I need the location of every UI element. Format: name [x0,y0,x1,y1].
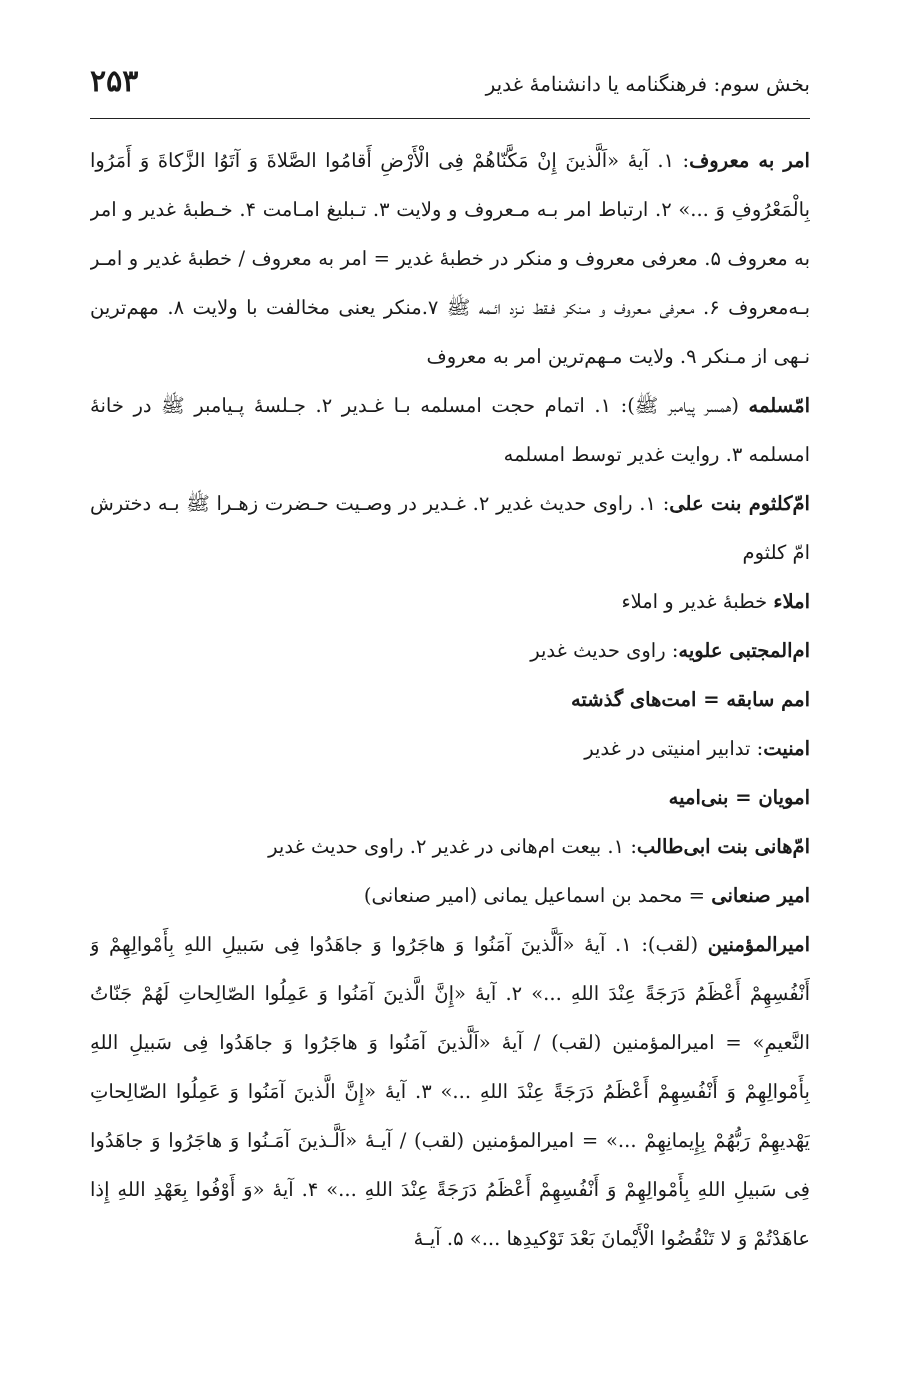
entry-text: = امت‌های گذشته [570,688,727,711]
entry-text: = محمد بن اسماعیل یمانی (امیر صنعانی) [363,884,712,907]
entry-heading: امّسلمه [748,394,810,417]
page-body [90,136,810,1350]
entry-text: : ۱. راوی حدیث غدیر ۲. غـدیر در وصـیت حـضرت زهـرا ﷺ بـه دخترش امّ کلثوم [90,492,810,564]
running-header-title: بخش سوم: فرهنگنامه یا دانشنامۀ غدیر [485,72,810,96]
entry-umm-al-mujtaba [90,626,810,675]
entry-heading: امّ‌کلثوم بنت علی [669,492,810,515]
entry-umm-kulthum [90,479,810,577]
page-number: ۲۵۳ [90,64,139,99]
entry-heading: امیر صنعانی [711,884,810,907]
entry-text: (همسر پیامبر ﷺ): ۱. اتمام حجت امسلمه بـا غـدیر ۲. جـلسۀ پـیامبر ﷺ در خانۀ امسلمه ۳. روایت غدیر توسط امسلمه [90,394,810,466]
entry-umm-salama [90,381,810,479]
entry-heading: ام‌المجتبی علویه [678,639,810,662]
entry-amniyat [90,724,810,773]
entry-heading: امیرالمؤمنین [707,933,810,956]
entry-amir-al-muminin [90,920,810,1263]
entry-heading: امّ‌هانی بنت ابی‌طالب [636,835,810,858]
entry-umayyads [90,773,810,822]
entry-text: = بنی‌امیه [668,786,759,809]
entry-text: : راوی حدیث غدیر [530,639,679,662]
entry-amr-be-maruf [90,136,810,381]
entry-imla [90,577,810,626]
entry-heading: امنیت [763,737,810,760]
entry-text: : تدابیر امنیتی در غدیر [584,737,764,760]
entry-heading: امم سابقه [726,688,810,711]
entry-heading: امویان [758,786,810,809]
entry-text: : ۱. آیۀ «اَلَّذینَ إِنْ مَکَّنّاهُمْ فِی الْأَرْضِ أَقامُوا الصَّلاةَ وَ آتَوُا الزَّکاةَ وَ أَمَرُوا بِالْمَعْرُوفِ وَ ...» ۲. ارتباط امر بـه مـعروف و ولایت ۳. تـبلیغ امـامت ۴. خـطبۀ غدیر و امر به معروف ۵. معرفی معروف و منکر در خطبۀ غدیر = امر به معروف / خطبۀ غدیر و امـر بـه‌معروف ۶. مـعرفی مـعروف و مـنکر فـقط نـزد ائـمه ﷺ ۷.منکر یعنی مخالفت با ولایت ۸. مهم‌ترین نـهی از مـنکر ۹. ولایت مـهم‌ترین امر به معروف [90,149,810,368]
entry-text: (لقب): ۱. آیۀ «اَلَّذینَ آمَنُوا وَ هاجَرُوا وَ جاهَدُوا فِی سَبیلِ اللهِ بِأَمْوالِهِمْ وَ أَنْفُسِهِمْ أَعْظَمُ دَرَجَةً عِنْدَ اللهِ ...» ۲. آیۀ «إِنَّ الَّذینَ آمَنُوا وَ عَمِلُوا الصّالِحاتِ لَهُمْ جَنّاتُ النَّعیمِ» = امیرالمؤمنین (لقب) / آیۀ «اَلَّذینَ آمَنُوا وَ هاجَرُوا وَ جاهَدُوا فِی سَبیلِ اللهِ بِأَمْوالِهِمْ وَ أَنْفُسِهِمْ أَعْظَمُ دَرَجَةً عِنْدَ اللهِ ...» ۳. آیۀ «إِنَّ الَّذینَ آمَنُوا وَ عَمِلُوا الصّالِحاتِ یَهْدیهِمْ رَبُّهُمْ بِإِیمانِهِمْ ...» = امیرالمؤمنین (لقب) / آیـۀ «اَلَّـذینَ آمَـنُوا وَ هاجَرُوا وَ جاهَدُوا فِی سَبیلِ اللهِ بِأَمْوالِهِمْ وَ أَنْفُسِهِمْ أَعْظَمُ دَرَجَةً عِنْدَ اللهِ ...» ۴. آیۀ «وَ أَوْفُوا بِعَهْدِ اللهِ إِذا عاهَدْتُمْ وَ لا تَنْقُضُوا الْأَیْمانَ بَعْدَ تَوْکیدِها ...» ۵. آیـۀ [90,933,810,1250]
entry-umam-sabiqa [90,675,810,724]
entry-text: : ۱. بیعت ام‌هانی در غدیر ۲. راوی حدیث غدیر [268,835,637,858]
entry-heading: امر به معروف [689,149,810,172]
entry-text: خطبۀ غدیر و املاء [621,590,774,613]
entry-heading: املاء [773,590,810,613]
page-header [90,58,810,119]
entry-umm-hani [90,822,810,871]
entry-amir-sanani [90,871,810,920]
